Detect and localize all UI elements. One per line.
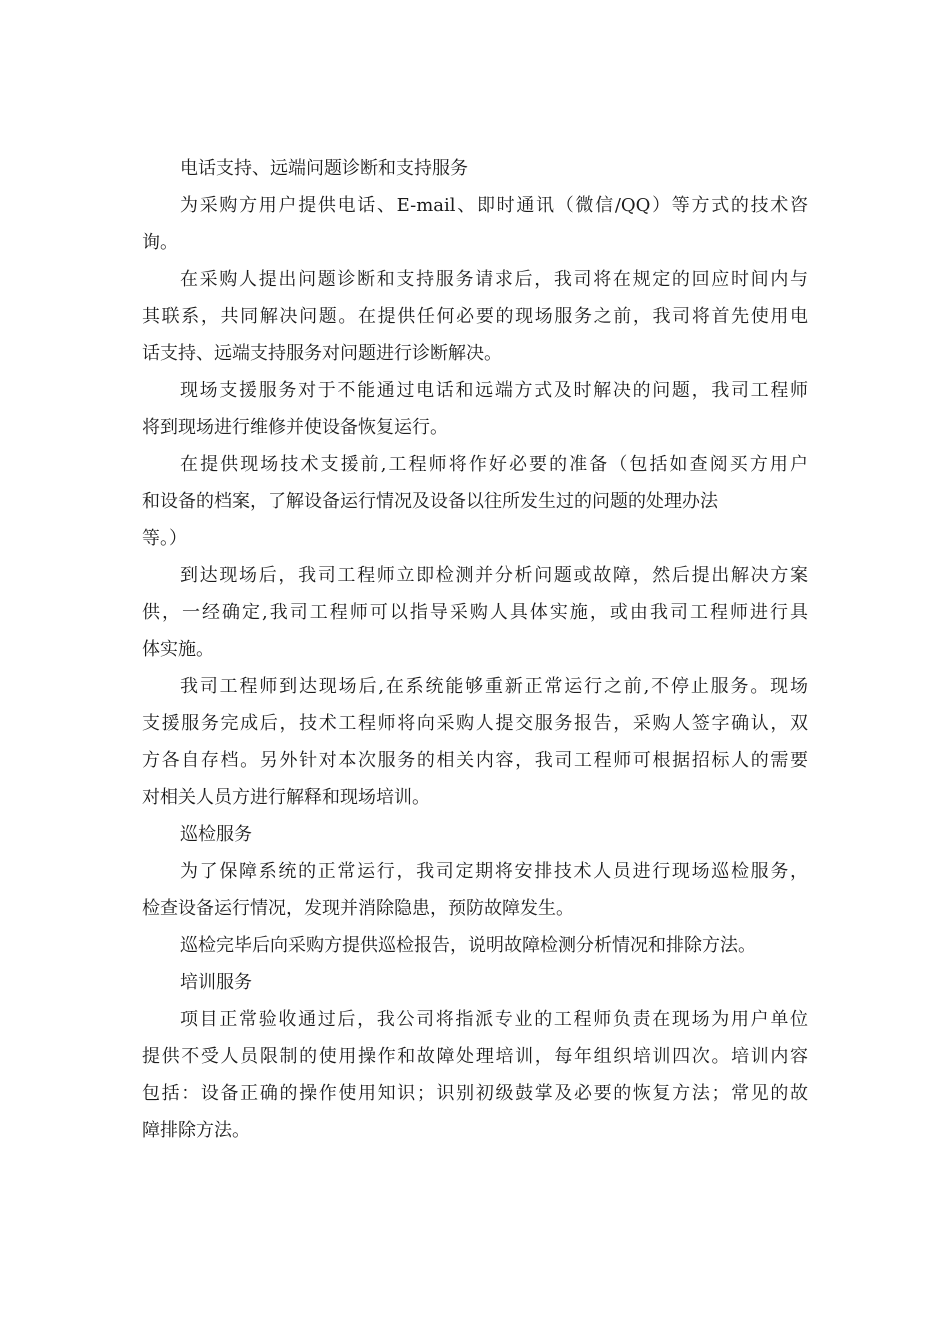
paragraph-line: 我司工程师到达现场后,在系统能够重新正常运行之前,不停止服务。现场 — [180, 676, 808, 697]
paragraph-line: 现场支援服务对于不能通过电话和远端方式及时解决的问题，我司工程师 — [180, 380, 808, 401]
paragraph-line: 在采购人提出问题诊断和支持服务请求后，我司将在规定的回应时间内与 — [180, 269, 808, 290]
paragraph-line: 和设备的档案，了解设备运行情况及设备以往所发生过的问题的处理办法 — [142, 491, 718, 512]
heading-inspection-service: 巡检服务 — [180, 824, 252, 845]
paragraph-line: 其联系，共同解决问题。在提供任何必要的现场服务之前，我司将首先使用电 — [142, 306, 808, 327]
paragraph-line: 方各自存档。另外针对本次服务的相关内容，我司工程师可根据招标人的需要 — [142, 750, 808, 771]
heading-training-service: 培训服务 — [180, 972, 252, 993]
heading-phone-remote-support: 电话支持、远端问题诊断和支持服务 — [180, 158, 468, 179]
paragraph-line: 为采购方用户提供电话、E-mail、即时通讯（微信/QQ）等方式的技术咨 — [180, 195, 808, 216]
paragraph-line: 等。） — [142, 528, 187, 549]
paragraph-line: 对相关人员方进行解释和现场培训。 — [142, 787, 430, 808]
paragraph-line: 包括：设备正确的操作使用知识；识别初级鼓掌及必要的恢复方法；常见的故 — [142, 1083, 808, 1104]
paragraph-line: 话支持、远端支持服务对问题进行诊断解决。 — [142, 343, 502, 364]
paragraph-line: 提供不受人员限制的使用操作和故障处理培训，每年组织培训四次。培训内容 — [142, 1046, 808, 1067]
paragraph-line: 将到现场进行维修并使设备恢复运行。 — [142, 417, 448, 438]
document-body — [142, 150, 808, 1149]
paragraph-line: 障排除方法。 — [142, 1120, 250, 1141]
paragraph-line: 体实施。 — [142, 639, 214, 660]
paragraph-line: 项目正常验收通过后，我公司将指派专业的工程师负责在现场为用户单位 — [180, 1009, 808, 1030]
paragraph-line: 巡检完毕后向采购方提供巡检报告，说明故障检测分析情况和排除方法。 — [180, 935, 756, 956]
paragraph-line: 在提供现场技术支援前,工程师将作好必要的准备（包括如查阅买方用户 — [180, 454, 808, 475]
paragraph-line: 到达现场后，我司工程师立即检测并分析问题或故障，然后提出解决方案 — [180, 565, 808, 586]
paragraph-line: 为了保障系统的正常运行，我司定期将安排技术人员进行现场巡检服务， — [180, 861, 808, 882]
paragraph-line: 支援服务完成后，技术工程师将向采购人提交服务报告，采购人签字确认，双 — [142, 713, 808, 734]
paragraph-line: 检查设备运行情况，发现并消除隐患，预防故障发生。 — [142, 898, 574, 919]
paragraph-line: 询。 — [142, 232, 178, 253]
paragraph-line: 供，一经确定,我司工程师可以指导采购人具体实施，或由我司工程师进行具 — [142, 602, 808, 623]
